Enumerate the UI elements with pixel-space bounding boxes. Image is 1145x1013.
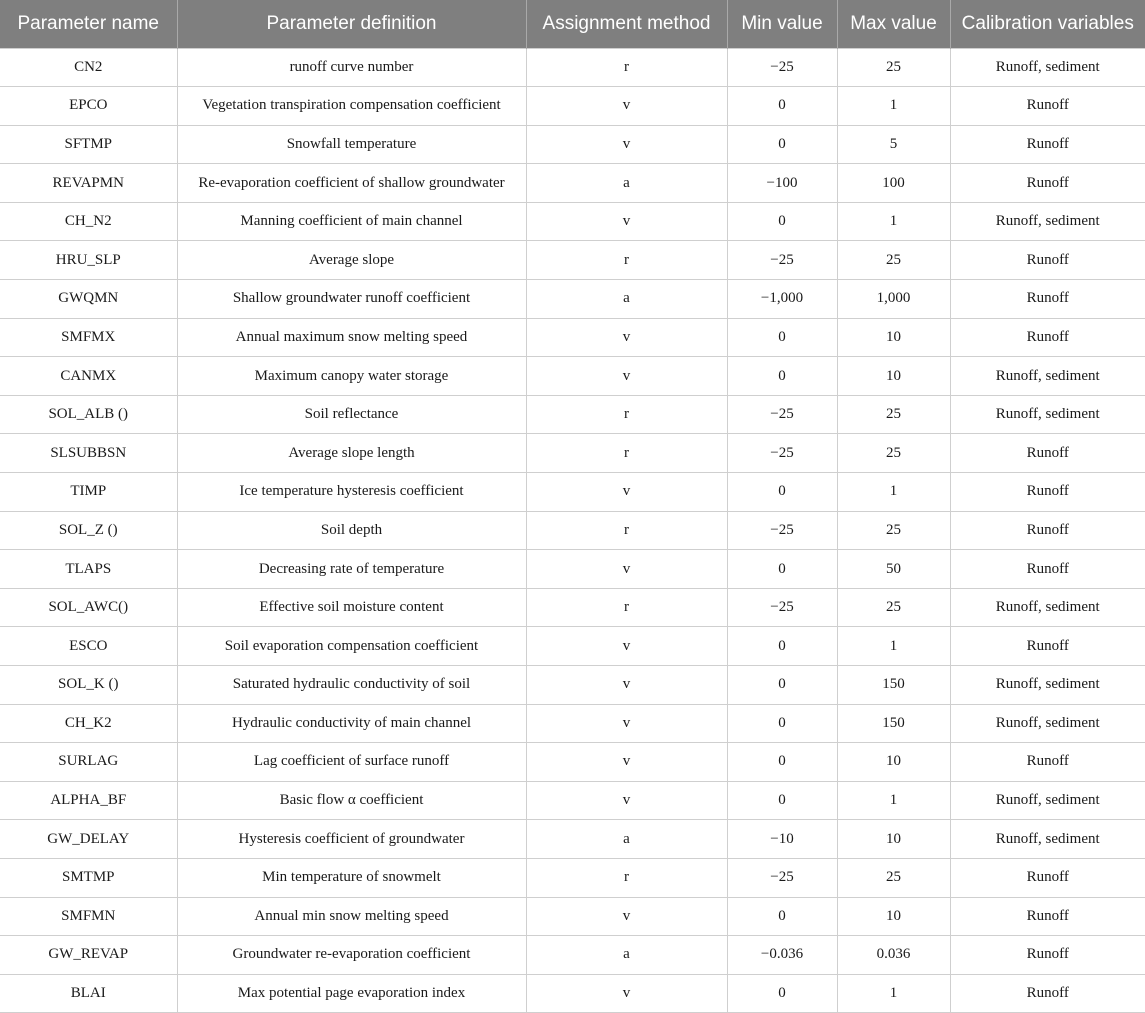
min-value-cell: −25	[727, 241, 837, 280]
max-value-cell: 10	[837, 743, 950, 782]
max-value-cell: 150	[837, 666, 950, 705]
assignment-method-cell: r	[526, 511, 727, 550]
table-row	[0, 202, 1145, 241]
parameter-name-cell: SFTMP	[0, 125, 177, 164]
table-row	[0, 743, 1145, 782]
header-parameter-definition: Parameter definition	[177, 0, 526, 48]
calibration-variables-cell: Runoff, sediment	[950, 202, 1145, 241]
header-calibration-variables: Calibration variables	[961, 12, 1134, 34]
parameter-definition-cell: Vegetation transpiration compensation coefficient	[177, 87, 526, 126]
assignment-method-cell: r	[526, 241, 727, 280]
table-row	[0, 395, 1145, 434]
assignment-method-cell: v	[526, 743, 727, 782]
parameter-definition-cell: Lag coefficient of surface runoff	[177, 743, 526, 782]
table-row	[0, 936, 1145, 975]
table-row	[0, 280, 1145, 319]
max-value-cell: 150	[837, 704, 950, 743]
min-value-cell: 0	[727, 974, 837, 1013]
table-row	[0, 588, 1145, 627]
parameter-definition-cell: Groundwater re-evaporation coefficient	[177, 936, 526, 975]
calibration-variables-cell: Runoff	[950, 897, 1145, 936]
min-value-cell: −100	[727, 164, 837, 203]
max-value-cell: 1	[837, 473, 950, 512]
assignment-method-cell: v	[526, 87, 727, 126]
min-value-cell: 0	[727, 781, 837, 820]
parameter-definition-cell: Annual maximum snow melting speed	[177, 318, 526, 357]
max-value-cell: 25	[837, 241, 950, 280]
max-value-cell: 10	[837, 897, 950, 936]
calibration-variables-cell: Runoff	[950, 743, 1145, 782]
assignment-method-cell: r	[526, 395, 727, 434]
calibration-variables-cell: Runoff	[950, 125, 1145, 164]
min-value-cell: −0.036	[727, 936, 837, 975]
max-value-cell: 25	[837, 858, 950, 897]
parameter-name-cell: GWQMN	[0, 280, 177, 319]
parameter-name-cell: CANMX	[0, 357, 177, 396]
assignment-method-cell: v	[526, 627, 727, 666]
parameter-name-cell: SMFMX	[0, 318, 177, 357]
max-value-cell: 10	[837, 820, 950, 859]
table-row	[0, 434, 1145, 473]
calibration-variables-cell: Runoff	[950, 550, 1145, 589]
parameter-name-cell: SMTMP	[0, 858, 177, 897]
min-value-cell: −25	[727, 48, 837, 87]
parameter-definition-cell: Snowfall temperature	[177, 125, 526, 164]
min-value-cell: −25	[727, 588, 837, 627]
parameter-name-cell: SOL_ALB ()	[0, 395, 177, 434]
max-value-cell: 10	[837, 318, 950, 357]
min-value-cell: 0	[727, 318, 837, 357]
table-header	[0, 0, 1145, 48]
calibration-variables-cell: Runoff	[950, 511, 1145, 550]
calibration-variables-cell: Runoff, sediment	[950, 48, 1145, 87]
table-row	[0, 820, 1145, 859]
parameter-definition-cell: runoff curve number	[177, 48, 526, 87]
header-max-value: Max value	[837, 0, 950, 48]
assignment-method-cell: r	[526, 434, 727, 473]
parameter-definition-cell: Soil depth	[177, 511, 526, 550]
table-row	[0, 473, 1145, 512]
table-row	[0, 357, 1145, 396]
calibration-variables-cell: Runoff, sediment	[950, 781, 1145, 820]
table-row	[0, 511, 1145, 550]
assignment-method-cell: a	[526, 280, 727, 319]
calibration-variables-cell: Runoff, sediment	[950, 357, 1145, 396]
assignment-method-cell: a	[526, 936, 727, 975]
assignment-method-cell: r	[526, 48, 727, 87]
table-row	[0, 48, 1145, 87]
parameter-name-cell: REVAPMN	[0, 164, 177, 203]
parameter-name-cell: GW_DELAY	[0, 820, 177, 859]
parameter-name-cell: ESCO	[0, 627, 177, 666]
parameter-definition-cell: Ice temperature hysteresis coefficient	[177, 473, 526, 512]
max-value-cell: 1	[837, 974, 950, 1013]
min-value-cell: 0	[727, 357, 837, 396]
assignment-method-cell: v	[526, 974, 727, 1013]
parameter-name-cell: SOL_K ()	[0, 666, 177, 705]
parameter-definition-cell: Average slope length	[177, 434, 526, 473]
max-value-cell: 1,000	[837, 280, 950, 319]
parameter-definition-cell: Hydraulic conductivity of main channel	[177, 704, 526, 743]
min-value-cell: −1,000	[727, 280, 837, 319]
parameter-name-cell: ALPHA_BF	[0, 781, 177, 820]
assignment-method-cell: v	[526, 897, 727, 936]
table-row	[0, 781, 1145, 820]
min-value-cell: 0	[727, 125, 837, 164]
calibration-variables-cell: Runoff	[950, 164, 1145, 203]
table-row	[0, 241, 1145, 280]
table-row	[0, 87, 1145, 126]
assignment-method-cell: v	[526, 473, 727, 512]
calibration-variables-cell: Runoff	[950, 627, 1145, 666]
header-parameter-name: Parameter name	[0, 0, 177, 48]
max-value-cell: 0.036	[837, 936, 950, 975]
parameter-definition-cell: Decreasing rate of temperature	[177, 550, 526, 589]
parameter-name-cell: HRU_SLP	[0, 241, 177, 280]
max-value-cell: 100	[837, 164, 950, 203]
min-value-cell: 0	[727, 87, 837, 126]
max-value-cell: 1	[837, 87, 950, 126]
calibration-variables-cell: Runoff, sediment	[950, 820, 1145, 859]
max-value-cell: 25	[837, 395, 950, 434]
max-value-cell: 10	[837, 357, 950, 396]
max-value-cell: 1	[837, 781, 950, 820]
parameter-definition-cell: Average slope	[177, 241, 526, 280]
calibration-variables-cell: Runoff	[950, 434, 1145, 473]
min-value-cell: −25	[727, 858, 837, 897]
min-value-cell: 0	[727, 704, 837, 743]
calibration-variables-cell: Runoff	[950, 87, 1145, 126]
parameter-definition-cell: Min temperature of snowmelt	[177, 858, 526, 897]
assignment-method-cell: v	[526, 202, 727, 241]
parameter-definition-cell: Effective soil moisture content	[177, 588, 526, 627]
calibration-variables-cell: Runoff	[950, 473, 1145, 512]
assignment-method-cell: a	[526, 820, 727, 859]
min-value-cell: 0	[727, 897, 837, 936]
table-row	[0, 897, 1145, 936]
table-row	[0, 318, 1145, 357]
header-min-value: Min value	[727, 0, 837, 48]
max-value-cell: 1	[837, 627, 950, 666]
table-row	[0, 627, 1145, 666]
calibration-variables-cell: Runoff	[950, 936, 1145, 975]
max-value-cell: 25	[837, 434, 950, 473]
min-value-cell: −25	[727, 395, 837, 434]
parameter-name-cell: SMFMN	[0, 897, 177, 936]
assignment-method-cell: v	[526, 781, 727, 820]
calibration-variables-cell: Runoff, sediment	[950, 704, 1145, 743]
max-value-cell: 25	[837, 48, 950, 87]
parameter-definition-cell: Manning coefficient of main channel	[177, 202, 526, 241]
parameter-name-cell: TIMP	[0, 473, 177, 512]
calibration-variables-cell: Runoff	[950, 974, 1145, 1013]
table-row	[0, 858, 1145, 897]
parameter-name-cell: TLAPS	[0, 550, 177, 589]
min-value-cell: 0	[727, 473, 837, 512]
assignment-method-cell: v	[526, 125, 727, 164]
min-value-cell: 0	[727, 627, 837, 666]
min-value-cell: 0	[727, 202, 837, 241]
parameter-definition-cell: Hysteresis coefficient of groundwater	[177, 820, 526, 859]
max-value-cell: 1	[837, 202, 950, 241]
table-row	[0, 704, 1145, 743]
min-value-cell: 0	[727, 550, 837, 589]
max-value-cell: 5	[837, 125, 950, 164]
table-row	[0, 974, 1145, 1013]
assignment-method-cell: r	[526, 858, 727, 897]
min-value-cell: −25	[727, 511, 837, 550]
parameter-name-cell: GW_REVAP	[0, 936, 177, 975]
calibration-variables-cell: Runoff	[950, 858, 1145, 897]
min-value-cell: 0	[727, 743, 837, 782]
parameter-definition-cell: Re-evaporation coefficient of shallow groundwater	[177, 164, 526, 203]
min-value-cell: 0	[727, 666, 837, 705]
assignment-method-cell: r	[526, 588, 727, 627]
max-value-cell: 25	[837, 588, 950, 627]
table-row	[0, 666, 1145, 705]
calibration-variables-cell: Runoff, sediment	[950, 666, 1145, 705]
parameter-definition-cell: Soil reflectance	[177, 395, 526, 434]
header-assignment-method: Assignment method	[526, 0, 727, 48]
min-value-cell: −10	[727, 820, 837, 859]
min-value-cell: −25	[727, 434, 837, 473]
parameter-name-cell: EPCO	[0, 87, 177, 126]
parameter-name-cell: CH_N2	[0, 202, 177, 241]
header-row	[0, 0, 1145, 48]
calibration-variables-cell: Runoff	[950, 241, 1145, 280]
assignment-method-cell: a	[526, 164, 727, 203]
calibration-variables-cell: Runoff	[950, 318, 1145, 357]
parameter-definition-cell: Maximum canopy water storage	[177, 357, 526, 396]
table-row	[0, 125, 1145, 164]
parameter-definition-cell: Max potential page evaporation index	[177, 974, 526, 1013]
parameter-name-cell: CH_K2	[0, 704, 177, 743]
table-row	[0, 164, 1145, 203]
max-value-cell: 50	[837, 550, 950, 589]
parameter-name-cell: CN2	[0, 48, 177, 87]
max-value-cell: 25	[837, 511, 950, 550]
assignment-method-cell: v	[526, 550, 727, 589]
calibration-variables-cell: Runoff, sediment	[950, 588, 1145, 627]
parameter-definition-cell: Basic flow α coefficient	[177, 781, 526, 820]
parameter-definition-cell: Annual min snow melting speed	[177, 897, 526, 936]
parameter-name-cell: SURLAG	[0, 743, 177, 782]
parameter-definition-cell: Saturated hydraulic conductivity of soil	[177, 666, 526, 705]
parameter-definition-cell: Soil evaporation compensation coefficient	[177, 627, 526, 666]
parameter-name-cell: SOL_Z ()	[0, 511, 177, 550]
calibration-variables-cell: Runoff	[950, 280, 1145, 319]
parameter-name-cell: SLSUBBSN	[0, 434, 177, 473]
assignment-method-cell: v	[526, 666, 727, 705]
assignment-method-cell: v	[526, 704, 727, 743]
parameter-name-cell: BLAI	[0, 974, 177, 1013]
assignment-method-cell: v	[526, 357, 727, 396]
table-row	[0, 550, 1145, 589]
table-body	[0, 48, 1145, 1013]
parameter-name-cell: SOL_AWC()	[0, 588, 177, 627]
parameter-definition-cell: Shallow groundwater runoff coefficient	[177, 280, 526, 319]
calibration-variables-cell: Runoff, sediment	[950, 395, 1145, 434]
assignment-method-cell: v	[526, 318, 727, 357]
